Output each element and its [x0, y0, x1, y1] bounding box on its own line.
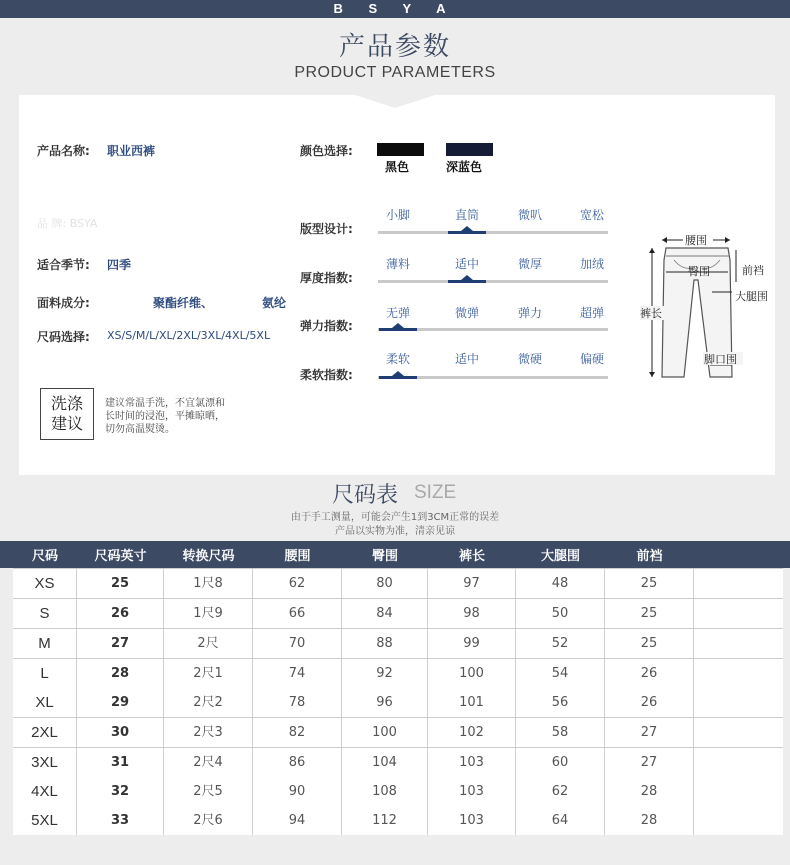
table-cell: 4XL — [13, 777, 77, 806]
table-cell: 86 — [253, 748, 342, 777]
wash-advice-line-1: 洗涤 — [50, 394, 83, 413]
col-header-waist: 腰围 — [284, 549, 311, 564]
col-header-hip: 臀围 — [371, 549, 398, 564]
table-cell: XS — [13, 569, 77, 598]
scale-fit-label: 版型设计: — [300, 222, 353, 236]
table-cell: 1尺8 — [164, 569, 253, 598]
scale-thickness-option-3: 微厚 — [517, 257, 542, 271]
thigh-label: 大腿围 — [735, 290, 768, 303]
section-title: 产品参数 — [338, 32, 451, 62]
table-cell: 27 — [605, 748, 694, 777]
size-select-label: 尺码选择: — [37, 330, 90, 344]
table-cell: 27 — [605, 718, 694, 747]
table-cell: 56 — [516, 688, 605, 717]
table-cell: 33 — [77, 806, 164, 835]
table-cell-empty — [694, 718, 783, 747]
col-header-thigh: 大腿围 — [540, 549, 580, 564]
size-chart-note-1: 由于手工测量，可能会产生1到3CM正常的误差 — [290, 512, 500, 523]
table-cell: 31 — [77, 748, 164, 777]
scale-thickness-marker — [461, 275, 473, 280]
table-cell: 48 — [516, 569, 605, 598]
wash-text-line-2: 长时间的浸泡，平摊晾晒， — [105, 411, 225, 422]
table-cell: 78 — [253, 688, 342, 717]
pants-measurement-diagram — [628, 232, 773, 382]
table-cell: 27 — [77, 629, 164, 658]
table-cell-empty — [694, 569, 783, 598]
table-cell-empty — [694, 777, 783, 806]
table-cell: 28 — [605, 806, 694, 835]
table-cell: 32 — [77, 777, 164, 806]
table-cell: M — [13, 629, 77, 658]
scale-fit-option-1: 小脚 — [385, 208, 410, 222]
table-cell: 112 — [342, 806, 428, 835]
table-cell: S — [13, 599, 77, 628]
scale-fit-fill — [448, 231, 486, 234]
table-cell: 2尺 — [164, 629, 253, 658]
table-cell: 25 — [605, 599, 694, 628]
scale-softness-fill — [379, 376, 417, 379]
table-cell: 29 — [77, 688, 164, 717]
table-cell: 52 — [516, 629, 605, 658]
scale-stretch-option-1: 无弹 — [385, 306, 410, 320]
scale-thickness-option-1: 薄料 — [385, 257, 410, 271]
table-cell: 2尺6 — [164, 806, 253, 835]
scale-stretch-track — [378, 328, 608, 331]
scale-thickness-label: 厚度指数: — [300, 271, 353, 285]
table-cell-empty — [694, 629, 783, 658]
table-cell: 84 — [342, 599, 428, 628]
scale-thickness-track — [378, 280, 608, 283]
col-header-inch: 尺码英寸 — [94, 549, 147, 564]
product-name-label: 产品名称: — [37, 144, 90, 158]
product-name-value: 职业西裤 — [107, 144, 156, 158]
table-cell: 5XL — [13, 806, 77, 835]
table-cell: 99 — [428, 629, 516, 658]
scale-fit-option-4: 宽松 — [579, 208, 604, 222]
scale-stretch-marker — [392, 323, 404, 328]
wash-advice-text — [105, 397, 265, 436]
table-cell: 80 — [342, 569, 428, 598]
table-row — [13, 569, 783, 598]
table-row — [13, 748, 783, 777]
table-row — [13, 629, 783, 658]
wash-advice-line-2: 建议 — [50, 414, 83, 433]
table-cell: 50 — [516, 599, 605, 628]
fabric-value-1: 聚酯纤维、 — [153, 296, 214, 310]
table-cell: 3XL — [13, 748, 77, 777]
col-header-length: 裤长 — [458, 549, 485, 564]
fabric-value-2: 氨纶 — [262, 296, 287, 310]
scale-softness-track — [378, 376, 608, 379]
table-cell: 2尺2 — [164, 688, 253, 717]
table-cell: 101 — [428, 688, 516, 717]
faint-brand-line: 品 牌: BSYA — [37, 217, 98, 230]
scale-fit-option-2: 直筒 — [454, 208, 479, 222]
color-name-black: 黑色 — [385, 160, 410, 174]
table-cell-empty — [694, 599, 783, 628]
table-cell: 66 — [253, 599, 342, 628]
table-cell: 90 — [253, 777, 342, 806]
table-row — [13, 806, 783, 835]
table-cell: 96 — [342, 688, 428, 717]
table-cell: 26 — [605, 688, 694, 717]
card-notch — [355, 95, 435, 108]
col-header-front-rise: 前裆 — [636, 549, 663, 564]
wash-text-line-3: 切勿高温熨烫。 — [105, 424, 175, 435]
scale-stretch-option-2: 微弹 — [454, 306, 479, 320]
table-cell-empty — [694, 688, 783, 717]
wash-text-line-1: 建议常温手洗，不宜氯漂和 — [105, 398, 225, 409]
scale-softness-marker — [392, 371, 404, 376]
hem-label: 脚口围 — [704, 353, 737, 366]
table-cell: 103 — [428, 748, 516, 777]
table-cell: 26 — [77, 599, 164, 628]
section-subtitle: PRODUCT PARAMETERS — [294, 64, 496, 81]
table-cell: 103 — [428, 777, 516, 806]
table-cell: 26 — [605, 659, 694, 688]
waist-label: 腰围 — [685, 234, 707, 247]
table-cell: 1尺9 — [164, 599, 253, 628]
scale-thickness-fill — [448, 280, 486, 283]
color-swatch-black[interactable] — [377, 143, 424, 156]
table-cell: 94 — [253, 806, 342, 835]
table-cell: 104 — [342, 748, 428, 777]
col-header-size: 尺码 — [31, 549, 58, 564]
scale-stretch-label: 弹力指数: — [300, 319, 353, 333]
table-cell: 62 — [253, 569, 342, 598]
scale-stretch-option-3: 弹力 — [517, 306, 542, 320]
table-cell: 28 — [605, 777, 694, 806]
scale-fit-track — [378, 231, 608, 234]
table-cell-empty — [694, 659, 783, 688]
table-cell: 64 — [516, 806, 605, 835]
table-cell: 28 — [77, 659, 164, 688]
table-cell: 54 — [516, 659, 605, 688]
table-row — [13, 718, 783, 747]
table-cell: 25 — [605, 569, 694, 598]
scale-stretch-option-4: 超弹 — [579, 306, 604, 320]
table-cell: 25 — [605, 629, 694, 658]
table-cell: 2尺1 — [164, 659, 253, 688]
scale-stretch-fill — [379, 328, 417, 331]
size-chart-title-en: SIZE — [414, 482, 457, 503]
table-cell: 25 — [77, 569, 164, 598]
color-name-navy: 深蓝色 — [446, 160, 483, 174]
season-value: 四季 — [107, 258, 132, 272]
size-table-body — [13, 568, 783, 833]
table-cell: 58 — [516, 718, 605, 747]
season-label: 适合季节: — [37, 258, 90, 272]
table-cell: 62 — [516, 777, 605, 806]
scale-softness-option-2: 适中 — [454, 352, 479, 366]
table-row — [13, 599, 783, 628]
scale-softness-option-3: 微硬 — [517, 352, 542, 366]
table-row — [13, 777, 783, 806]
table-row — [13, 659, 783, 688]
color-label: 颜色选择: — [300, 144, 353, 158]
table-cell: 97 — [428, 569, 516, 598]
table-cell: L — [13, 659, 77, 688]
scale-thickness-option-4: 加绒 — [579, 257, 604, 271]
table-cell: 60 — [516, 748, 605, 777]
table-cell: 2尺3 — [164, 718, 253, 747]
size-select-value: XS/S/M/L/XL/2XL/3XL/4XL/5XL — [107, 329, 271, 342]
table-cell-empty — [694, 748, 783, 777]
table-cell: 70 — [253, 629, 342, 658]
color-swatch-navy[interactable] — [446, 143, 493, 156]
table-cell: 100 — [342, 718, 428, 747]
hip-label: 臀围 — [688, 265, 710, 278]
scale-fit-marker — [461, 226, 473, 231]
scale-thickness-option-2: 适中 — [454, 257, 479, 271]
size-chart-note-2: 产品以实物为准，清亲见谅 — [335, 526, 455, 537]
table-cell: 2尺4 — [164, 748, 253, 777]
table-cell: 103 — [428, 806, 516, 835]
scale-softness-label: 柔软指数: — [300, 368, 353, 382]
scale-softness-option-1: 柔软 — [385, 352, 410, 366]
table-cell: 74 — [253, 659, 342, 688]
table-cell: 88 — [342, 629, 428, 658]
table-cell: 100 — [428, 659, 516, 688]
table-row — [13, 688, 783, 717]
table-cell: 82 — [253, 718, 342, 747]
wash-advice-box — [40, 388, 94, 440]
front-rise-label: 前裆 — [742, 264, 764, 277]
table-cell: 30 — [77, 718, 164, 747]
table-cell: 98 — [428, 599, 516, 628]
table-cell: XL — [13, 688, 77, 717]
size-chart-title: 尺码表 — [332, 483, 399, 508]
table-cell: 92 — [342, 659, 428, 688]
length-label: 裤长 — [640, 307, 662, 320]
table-cell: 108 — [342, 777, 428, 806]
brand-name: B S Y A — [333, 1, 457, 16]
scale-softness-option-4: 偏硬 — [579, 352, 604, 366]
scale-fit-option-3: 微叭 — [517, 208, 542, 222]
col-header-convert: 转换尺码 — [182, 549, 235, 564]
table-cell: 102 — [428, 718, 516, 747]
table-cell: 2尺5 — [164, 777, 253, 806]
fabric-label: 面料成分: — [37, 296, 90, 310]
table-cell-empty — [694, 806, 783, 835]
table-cell: 2XL — [13, 718, 77, 747]
size-table-header — [0, 541, 790, 568]
